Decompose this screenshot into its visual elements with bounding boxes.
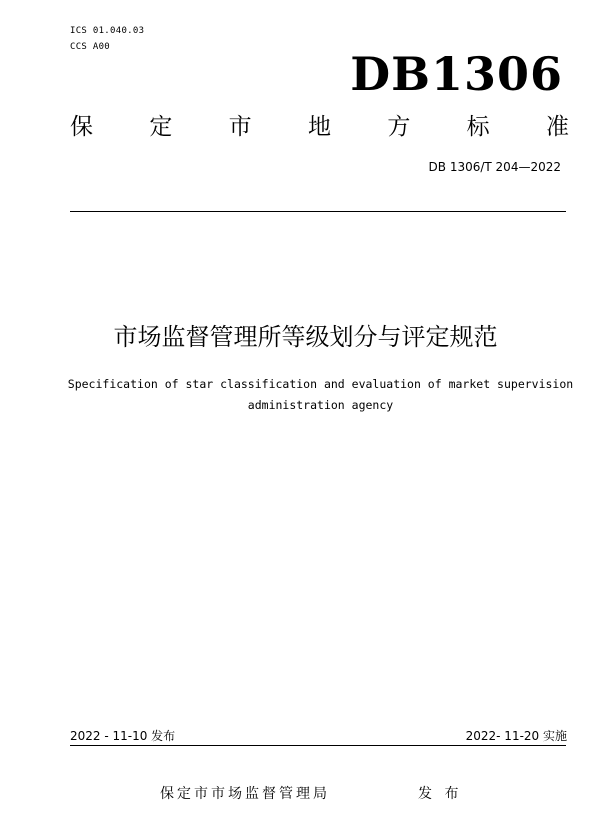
standard-type-char: 地 xyxy=(307,114,331,140)
document-title-cn: 市场监督管理所等级划分与评定规范 xyxy=(113,323,498,351)
implement-date: 2022- 11-20 实施 xyxy=(465,729,567,743)
header-divider xyxy=(70,211,566,212)
publish-date: 2022 - 11-10 发布 xyxy=(70,729,176,743)
standard-code: DB1306 xyxy=(350,47,563,101)
ics-code: ICS 01.040.03 xyxy=(70,26,145,36)
footer-divider xyxy=(70,745,566,746)
standard-type-char: 准 xyxy=(545,114,569,140)
standard-type xyxy=(70,112,569,142)
issue-label: 发 布 xyxy=(418,786,463,802)
document-number: DB 1306/T 204—2022 xyxy=(428,160,561,174)
standard-type-char: 市 xyxy=(228,114,252,140)
standard-type-char: 定 xyxy=(149,114,173,140)
standard-type-char: 方 xyxy=(387,114,411,140)
document-title-en: Specification of star classification and evaluation of market supervision administration agency xyxy=(67,377,574,412)
standard-type-char: 标 xyxy=(466,114,490,140)
issuing-authority: 保定市市场监督管理局 xyxy=(160,786,330,802)
standard-type-char: 保 xyxy=(70,114,93,140)
ccs-code: CCS A00 xyxy=(70,42,111,52)
